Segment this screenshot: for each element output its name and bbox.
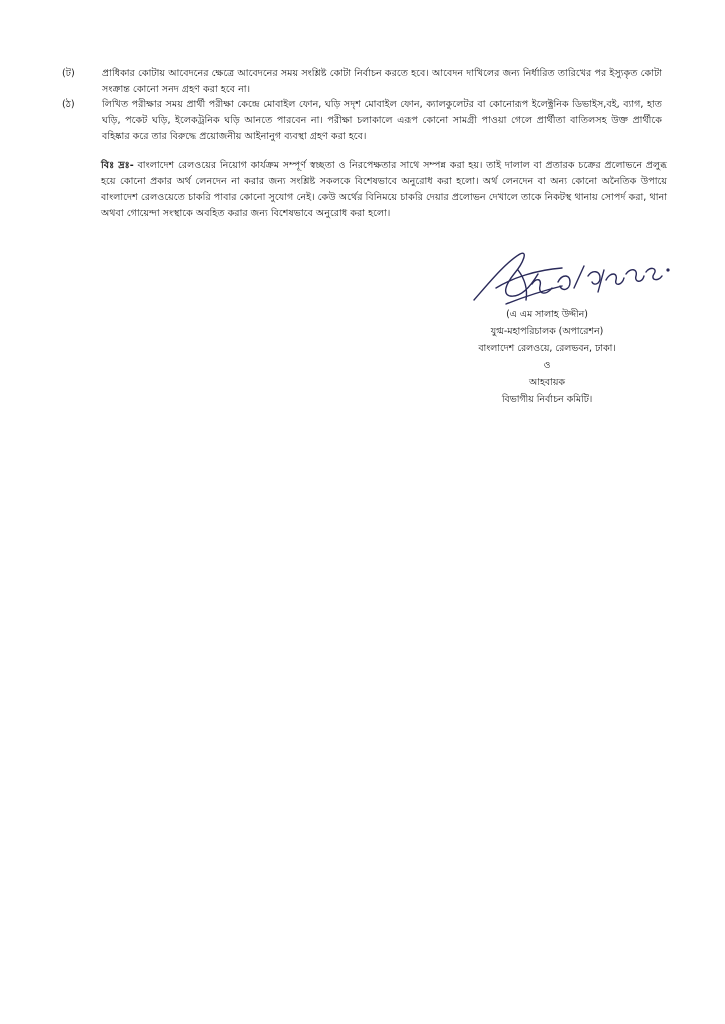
list-item-text: প্রাধিকার কোটায় আবেদনের ক্ষেত্রে আবেদনের সময় সংশ্লিষ্ট কোটা নির্বাচন করতে হবে। আবেদন দাখিলের জন্য নির্ধারিত তারিখের পর ইস্যুকৃত কোটা সংক্রান্ত কোনো সনদ গ্রহণ করা হবে না। [102, 68, 662, 95]
signatory-name: (এ এম সালাহ উদ্দীন) [506, 309, 588, 320]
signatory-designation: যুগ্ম-মহাপরিচালক (অপারেশন) [490, 326, 604, 337]
note-label: বিঃ দ্রঃ- [101, 160, 134, 171]
signatory-committee: বিভাগীয় নির্বাচন কমিটি। [501, 394, 593, 405]
handwritten-signature [466, 244, 676, 310]
notice-note [101, 158, 667, 222]
signatory-conjunction: ও [543, 360, 551, 371]
signatory-block [452, 306, 642, 408]
signatory-office: বাংলাদেশ রেলওয়ে, রেলভবন, ঢাকা। [478, 343, 616, 354]
list-item [62, 97, 662, 145]
signatory-role: আহবায়ক [529, 377, 565, 388]
list-marker: (ট) [62, 68, 75, 79]
note-text: বাংলাদেশ রেলওয়ের নিয়োগ কার্যক্রম সম্পূর্ণ স্বচ্ছতা ও নিরপেক্ষতার সাথে সম্পন্ন করা হয়। তাই দালাল বা প্রতারক চক্রের প্রলোভনে প্রলুব্ধ হয়ে কোনো প্রকার অর্থ লেনদেন না করার জন্য সংশ্লিষ্ট সকলকে বিশেষভাবে অনুরোধ করা হলো। অর্থ লেনদেন বা অন্য কোনো অনৈতিক উপায়ে বাংলাদেশ রেলওয়েতে চাকরি পাবার কোনো সুযোগ নেই। কেউ অর্থের বিনিময়ে চাকরি দেয়ার প্রলোভন দেখালে তাকে নিকটস্থ থানায় সোপর্দ করা, থানা অথবা গোয়েন্দা সংস্থাকে অবহিত করার জন্য বিশেষভাবে অনুরোধ করা হলো। [101, 160, 667, 219]
list-marker: (ঠ) [62, 99, 75, 110]
list-item [62, 66, 662, 98]
list-item-text: লিখিত পরীক্ষার সময় প্রার্থী পরীক্ষা কেন্দ্রে মোবাইল ফোন, ঘড়ি সদৃশ মোবাইল ফোন, ক্যালকুলেটর বা কোনোরূপ ইলেক্ট্রনিক ডিভাইস,বই, ব্যাগ, হাত ঘড়ি, পকেট ঘড়ি, ইলেকট্রনিক ঘড়ি আনতে পারবেন না। পরীক্ষা চলাকালে এরূপ কোনো সামগ্রী পাওয়া গেলে প্রার্থীতা বাতিলসহ উক্ত প্রার্থীকে বহিষ্কার করে তার বিরুদ্ধে প্রয়োজনীয় আইনানুগ ব্যবস্থা গ্রহণ করা হবে। [102, 99, 662, 142]
